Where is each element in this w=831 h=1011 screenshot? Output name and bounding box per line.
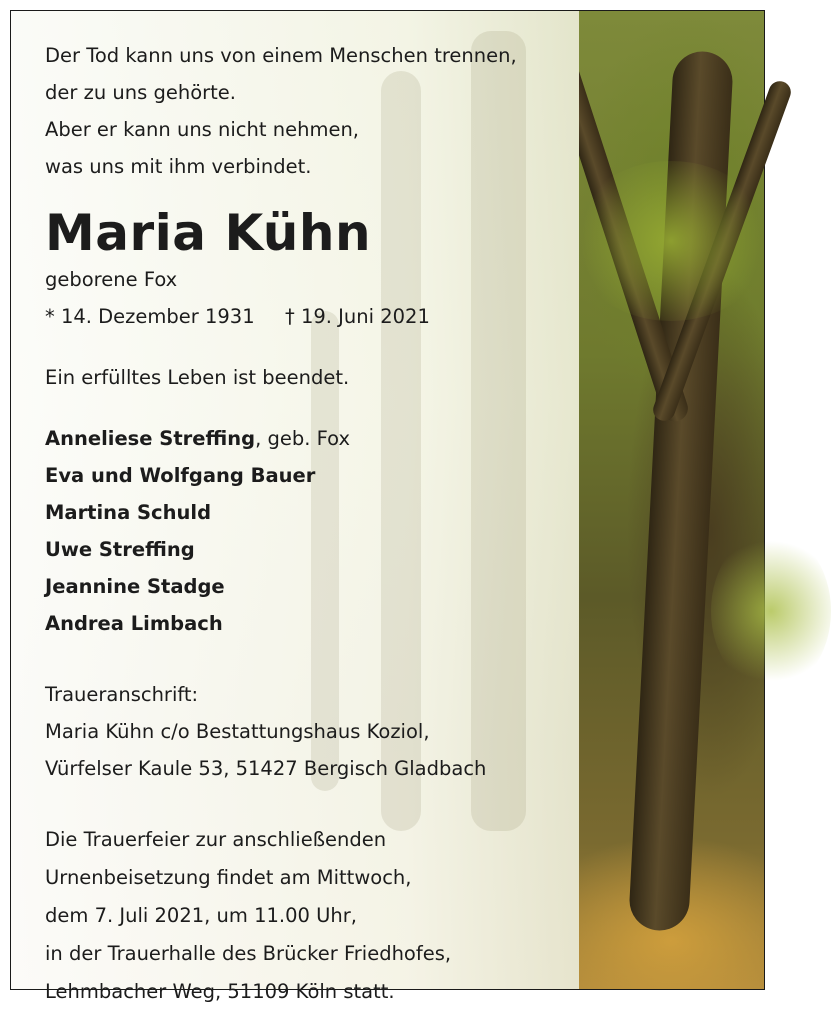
ceremony-line: Die Trauerfeier zur anschließenden [45, 828, 387, 851]
death-date: † 19. Juni 2021 [285, 305, 430, 328]
ceremony-block [45, 821, 585, 1011]
address-block [45, 676, 585, 787]
quote-line: was uns mit ihm verbindet. [45, 155, 312, 178]
mourner-name: Anneliese Streffing [45, 427, 256, 450]
address-line: Vürfelser Kaule 53, 51427 Bergisch Gladbach [45, 757, 487, 780]
mourners-list [45, 420, 585, 642]
ceremony-line: dem 7. Juli 2021, um 11.00 Uhr, [45, 904, 357, 927]
address-line: Maria Kühn c/o Bestattungshaus Koziol, [45, 720, 430, 743]
birth-date: * 14. Dezember 1931 [45, 305, 255, 328]
mourner-name: Andrea Limbach [45, 612, 223, 635]
address-label: Traueranschrift: [45, 683, 199, 706]
birth-name: geborene Fox [45, 268, 178, 291]
foliage-image [571, 161, 771, 321]
mourner [45, 531, 585, 568]
mourner [45, 494, 585, 531]
quote-line: der zu uns gehörte. [45, 81, 236, 104]
life-dates [45, 298, 585, 335]
mourner [45, 605, 585, 642]
foliage-image [711, 531, 831, 691]
obituary-frame [10, 10, 765, 1003]
mourner-suffix: , geb. Fox [255, 427, 351, 450]
ceremony-line: Urnenbeisetzung findet am Mittwoch, [45, 866, 412, 889]
deceased-name: Maria Kühn [45, 204, 372, 262]
ceremony-line: Lehmbacher Weg, 51109 Köln statt. [45, 980, 395, 1003]
mourner-name: Jeannine Stadge [45, 575, 225, 598]
quote-block [45, 37, 585, 185]
mourner-name: Martina Schuld [45, 501, 212, 524]
statement: Ein erfülltes Leben ist beendet. [45, 366, 350, 389]
mourner-name: Eva und Wolfgang Bauer [45, 464, 316, 487]
mourner [45, 457, 585, 494]
ceremony-line: in der Trauerhalle des Brücker Friedhofes, [45, 942, 452, 965]
mourner-name: Uwe Streffing [45, 538, 195, 561]
obituary-text [45, 37, 585, 1011]
mourner [45, 420, 585, 457]
mourner [45, 568, 585, 605]
quote-line: Aber er kann uns nicht nehmen, [45, 118, 359, 141]
quote-line: Der Tod kann uns von einem Menschen trennen, [45, 44, 517, 67]
